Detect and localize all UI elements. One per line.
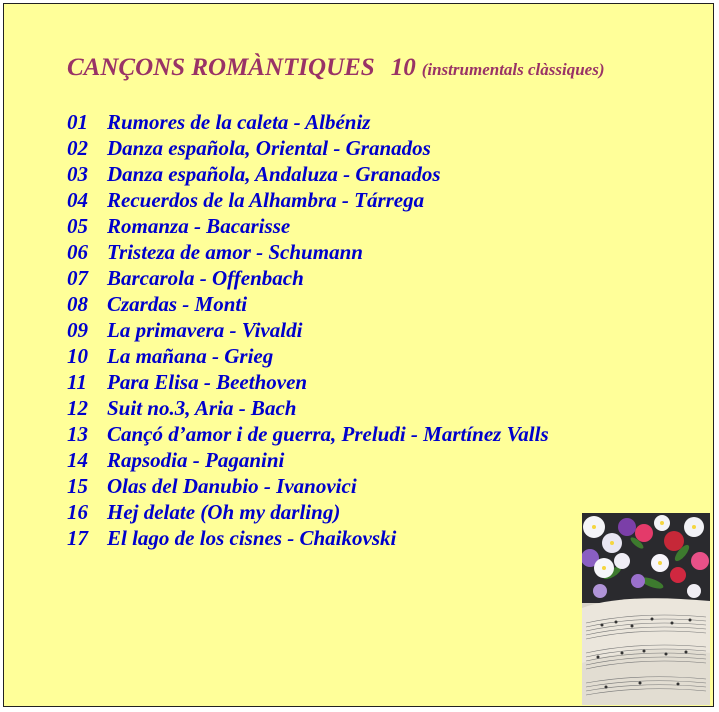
track-number: 01 (67, 110, 88, 134)
track-title: Olas del Danubio - Ivanovici (107, 474, 357, 498)
track-item (67, 473, 549, 499)
track-title: Danza española, Andaluza - Granados (107, 162, 441, 186)
track-item (67, 213, 549, 239)
album-subtitle: (instrumentals clàssiques) (421, 60, 605, 79)
album-title-main: CANÇONS ROMÀNTIQUES (67, 54, 375, 81)
track-item (67, 291, 549, 317)
track-number: 06 (67, 240, 88, 264)
track-number: 02 (67, 136, 88, 160)
track-item (67, 499, 549, 525)
track-item (67, 265, 549, 291)
track-item (67, 135, 549, 161)
track-number: 17 (67, 526, 88, 550)
track-number: 08 (67, 292, 88, 316)
track-number: 11 (67, 370, 87, 394)
track-number: 10 (67, 344, 88, 368)
track-number: 13 (67, 422, 88, 446)
album-title (67, 54, 605, 82)
track-title: Cançó d’amor i de guerra, Preludi - Martínez Valls (107, 422, 549, 446)
track-item (67, 187, 549, 213)
track-list (67, 109, 549, 551)
track-item (67, 369, 549, 395)
track-number: 03 (67, 162, 88, 186)
track-title: Barcarola - Offenbach (107, 266, 304, 290)
track-number: 12 (67, 396, 88, 420)
track-title: La primavera - Vivaldi (107, 318, 303, 342)
track-item (67, 343, 549, 369)
track-number: 15 (67, 474, 88, 498)
track-title: Tristeza de amor - Schumann (107, 240, 363, 264)
track-number: 05 (67, 214, 88, 238)
track-title: Suit no.3, Aria - Bach (107, 396, 297, 420)
track-item (67, 421, 549, 447)
track-item (67, 447, 549, 473)
cd-cover (3, 3, 714, 707)
track-number: 04 (67, 188, 88, 212)
track-item (67, 525, 549, 551)
track-title: Czardas - Monti (107, 292, 248, 316)
track-number: 14 (67, 448, 88, 472)
track-title: Rumores de la caleta - Albéniz (107, 110, 371, 134)
track-title: Hej delate (Oh my darling) (107, 500, 341, 524)
track-item (67, 317, 549, 343)
track-item (67, 239, 549, 265)
track-number: 16 (67, 500, 88, 524)
track-item (67, 161, 549, 187)
track-title: La mañana - Grieg (107, 344, 274, 368)
track-number: 09 (67, 318, 88, 342)
track-title: Para Elisa - Beethoven (107, 370, 308, 394)
track-title: Danza española, Oriental - Granados (107, 136, 431, 160)
track-title: Recuerdos de la Alhambra - Tárrega (107, 188, 425, 212)
track-item (67, 395, 549, 421)
track-title: Romanza - Bacarisse (107, 214, 291, 238)
album-volume-number: 10 (390, 54, 416, 81)
track-title: Rapsodia - Paganini (107, 448, 285, 472)
flowers-sheet-music-photo (582, 513, 710, 705)
track-number: 07 (67, 266, 88, 290)
track-item (67, 109, 549, 135)
track-title: El lago de los cisnes - Chaikovski (107, 526, 397, 550)
